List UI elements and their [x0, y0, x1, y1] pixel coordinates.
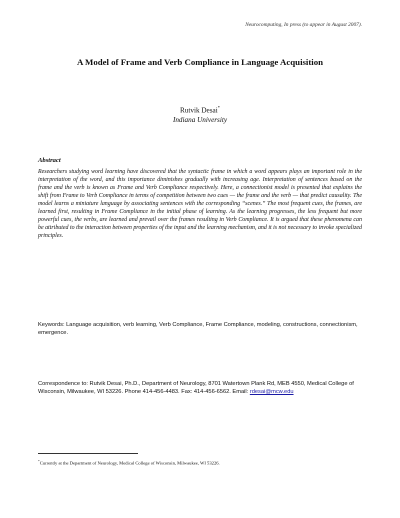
footnote-mark: * [38, 459, 40, 463]
author-affiliation: Indiana University [172, 116, 228, 125]
abstract-text: Researchers studying word learning have discovered that the syntactic frame in which a word appears plays an important role in the interpretation of the word, and this importance diminishes gradually with increasing age. Interpretation of sentences based on the frame and the verb is known as Frame and Verb Compliance respectively. Here, a connectionist model is presented that explains the shift from Frame to Verb Compliance in terms of competition between two cues — the frame and the verb — that predict causality. The model learns a miniature language by associating sentences with the corresponding “scenes.” The most frequent cues, the frames, are learned first, resulting in Frame Compliance in the initial phase of learning. As the learning progresses, the less frequent but more powerful cues, the verbs, are learned and prevail over the frames resulting in Verb Compliance. It is argued that these phenomena can be attributed to the interaction between properties of the input and the learning mechanism, and it is not necessary to invoke specialized principles. [38, 169, 362, 239]
running-head: Neurocomputing, In press (to appear in August 2007). [245, 22, 362, 28]
footnote-text: Currently at the Department of Neurology, Medical College of Wisconsin, Milwaukee, WI 53226. [39, 460, 220, 466]
footnote-rule [38, 453, 138, 454]
keywords: Keywords: Language acquisition, verb learning, Verb Compliance, Frame Compliance, modeling, constructions, connectionism, emergence. [38, 322, 358, 336]
correspondence [38, 380, 364, 397]
footnote [38, 458, 362, 467]
author-name: Rutvik Desai [180, 106, 218, 115]
abstract-heading: Abstract [38, 157, 61, 164]
correspondence-text: Correspondence to: Rutvik Desai, Ph.D., Department of Neurology, 8701 Watertown Plank Rd, MEB 4550, Medical College of Wisconsin, Milwaukee, WI 53226. Phone 414-456-4483. Fax: 414-456-6562. Email: [38, 381, 354, 396]
author-block [38, 103, 362, 125]
author-footnote-mark: * [217, 105, 220, 110]
paper-title: A Model of Frame and Verb Compliance in Language Acquisition [76, 57, 324, 67]
author-line [38, 103, 362, 115]
email-link[interactable]: rdesai@mcw.edu [249, 389, 294, 396]
